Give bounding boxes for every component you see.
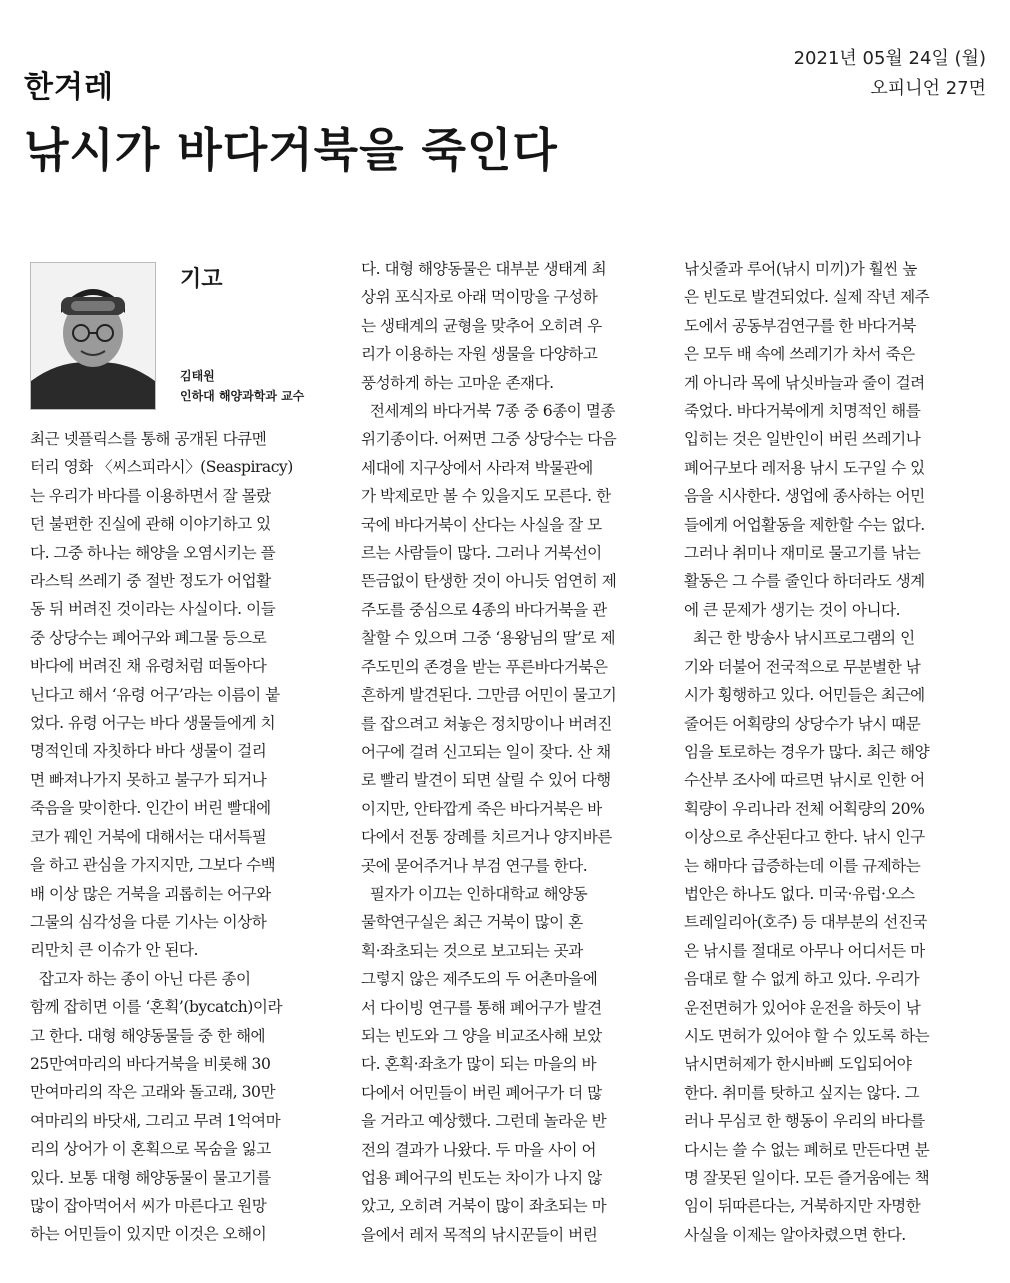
article-line: 죽었다. 바다거북에게 치명적인 해를 (684, 402, 921, 421)
article-line: 리가 이용하는 자원 생물을 다양하고 (361, 345, 598, 364)
article-line: 획량이 우리나라 전체 어획량의 20% (684, 799, 925, 818)
article-line: 로 빨리 발견이 되면 살릴 수 있어 다행 (361, 771, 611, 790)
article-line: 서 다이빙 연구를 통해 폐어구가 발견 (361, 998, 602, 1017)
article-line: 는 생태계의 균형을 맞추어 오히려 우 (361, 316, 602, 335)
article-line: 전세계의 바다거북 7종 중 6종이 멸종 (361, 402, 615, 421)
article-line: 게 아니라 목에 낚싯바늘과 줄이 걸려 (684, 373, 925, 392)
article-line: 라스틱 쓰레기 중 절반 정도가 어업활 (30, 572, 271, 591)
article-line: 리의 상어가 이 혼획으로 목숨을 잃고 (30, 1140, 271, 1159)
article-line: 업용 폐어구의 빈도는 차이가 나지 않 (361, 1169, 602, 1187)
article-line: 트레일리아(호주) 등 대부분의 선진국 (684, 913, 927, 932)
article-column-2 (361, 255, 657, 1249)
section-page: 오피니언 27면 (870, 78, 986, 99)
article-line: 최근 한 방송사 낚시프로그램의 인 (684, 629, 915, 648)
section-label: 기고 (180, 267, 223, 292)
article-line: 뜬금없이 탄생한 것이 아니듯 엄연히 제 (361, 572, 617, 591)
article-line: 폐어구보다 레저용 낚시 도구일 수 있 (684, 458, 925, 477)
article-line: 흔하게 발견된다. 그만큼 어민이 물고기 (361, 686, 617, 705)
article-line: 이상으로 추산된다고 한다. 낚시 인구 (684, 828, 925, 847)
dateline (794, 44, 986, 104)
article-line: 가 박제로만 볼 수 있을지도 모른다. 한 (361, 487, 611, 506)
article-line: 음을 시사한다. 생업에 종사하는 어민 (684, 487, 925, 506)
article-line: 닌다고 해서 ‘유령 어구’라는 이름이 붙 (30, 685, 280, 704)
article-line: 도에서 공동부검연구를 한 바다거북 (684, 316, 916, 335)
article-line: 풍성하게 하는 고마운 존재다. (361, 373, 554, 392)
article-line: 사실을 이제는 알아차렸으면 한다. (684, 1225, 906, 1244)
article-line: 만여마리의 작은 고래와 돌고래, 30만 (30, 1083, 276, 1102)
article-line: 을에서 레저 목적의 낚시꾼들이 버린 (361, 1225, 598, 1244)
article-line: 상위 포식자로 아래 먹이망을 구성하 (361, 288, 598, 307)
article-line: 명적인데 자칫하다 바다 생물이 걸리 (30, 742, 267, 761)
article-line: 주도를 중심으로 4종의 바다거북을 관 (361, 600, 607, 619)
article-line: 는 우리가 바다를 이용하면서 잘 몰랐 (30, 486, 271, 505)
article-line: 았고, 오히려 거북이 많이 좌초되는 마 (361, 1197, 607, 1216)
article-line: 음대로 할 수 없게 하고 있다. 우리가 (684, 970, 920, 989)
article-column-1 (30, 425, 340, 1249)
article-line: 시가 횡행하고 있다. 어민들은 최근에 (684, 686, 925, 705)
article-line: 을 하고 관심을 가지지만, 그보다 수백 (30, 856, 276, 875)
article-line: 되는 빈도와 그 양을 비교조사해 보았 (361, 1026, 602, 1045)
article-line: 명 잘못된 일이다. 모든 즐거움에는 책 (684, 1169, 930, 1187)
article-line: 다에서 전통 장례를 치르거나 양지바른 (361, 828, 612, 847)
article-line: 들에게 어업활동을 제한할 수는 없다. (684, 515, 925, 534)
article-line: 낚싯줄과 루어(낚시 미끼)가 훨씬 높 (684, 260, 917, 278)
article-line: 한다. 취미를 탓하고 싶지는 않다. 그 (684, 1083, 920, 1102)
article-line: 은 빈도로 발견되었다. 실제 작년 제주 (684, 288, 930, 307)
article-line: 를 잡으려고 쳐놓은 정치망이나 버려진 (361, 714, 612, 733)
article-line: 함께 잡히면 이를 ‘혼획’(bycatch)이라 (30, 998, 283, 1017)
article-line: 운전면허가 있어야 운전을 하듯이 낚 (684, 998, 921, 1017)
headline: 낚시가 바다거북을 죽인다 (24, 123, 558, 177)
article-line: 수산부 조사에 따르면 낚시로 인한 어 (684, 771, 925, 790)
article-line: 러나 무심코 한 행동이 우리의 바다를 (684, 1112, 925, 1131)
article-line: 전의 결과가 나왔다. 두 마을 사이 어 (361, 1140, 597, 1159)
article-line: 많이 잡아먹어서 씨가 마른다고 원망 (30, 1196, 267, 1215)
article-line: 주도민의 존경을 받는 푸른바다거북은 (361, 657, 608, 676)
article-line: 있다. 보통 대형 해양동물이 물고기를 (30, 1168, 271, 1187)
article-line: 르는 사람들이 많다. 그러나 거북선이 (361, 544, 602, 563)
article-line: 시도 면허가 있어야 할 수 있도록 하는 (684, 1026, 930, 1045)
article-line: 었다. 유령 어구는 바다 생물들에게 치 (30, 714, 276, 733)
article-line: 다. 혼획·좌초가 많이 되는 마을의 바 (361, 1055, 597, 1074)
article-line: 위기종이다. 어쩌면 그중 상당수는 다음 (361, 430, 617, 449)
article-line: 다에서 어민들이 버린 폐어구가 더 많 (361, 1083, 602, 1102)
article-line: 기와 더불어 전국적으로 무분별한 낚 (684, 657, 921, 676)
article-line: 는 해마다 급증하는데 이를 규제하는 (684, 856, 921, 875)
article-line: 배 이상 많은 거북을 괴롭히는 어구와 (30, 884, 271, 903)
article-line: 임이 뒤따른다는, 거북하지만 자명한 (684, 1197, 921, 1216)
article-line: 하는 어민들이 있지만 이것은 오해이 (30, 1225, 267, 1244)
article-line: 그물의 심각성을 다룬 기사는 이상하 (30, 912, 267, 931)
article-line: 어구에 걸려 신고되는 일이 잦다. 산 채 (361, 742, 611, 761)
article-line: 죽음을 맞이한다. 인간이 버린 빨대에 (30, 799, 271, 818)
article-line: 최근 넷플릭스를 통해 공개된 다큐멘 (30, 430, 267, 448)
article-line: 에 큰 문제가 생기는 것이 아니다. (684, 600, 901, 619)
article-line: 리만치 큰 이슈가 안 된다. (30, 941, 198, 960)
author-name: 김태원 (180, 369, 215, 383)
article-line: 찰할 수 있으며 그중 ‘용왕님의 딸’로 제 (361, 629, 616, 648)
article-line: 여마리의 바닷새, 그리고 무려 1억여마 (30, 1111, 281, 1130)
article-line: 코가 꿰인 거북에 대해서는 대서특필 (30, 827, 267, 846)
article-line: 중 상당수는 폐어구와 폐그물 등으로 (30, 628, 267, 647)
article-line: 임을 토로하는 경우가 많다. 최근 해양 (684, 742, 930, 761)
article-line: 은 모두 배 속에 쓰레기가 차서 죽은 (684, 345, 915, 364)
article-line: 획·좌초되는 것으로 보고되는 곳과 (361, 941, 583, 960)
article-line: 세대에 지구상에서 사라져 박물관에 (361, 458, 593, 477)
article-line: 동 뒤 버려진 것이라는 사실이다. 이들 (30, 600, 276, 619)
article-line: 줄어든 어획량의 상당수가 낚시 때문 (684, 714, 921, 733)
article-line: 터리 영화 〈씨스피라시〉(Seaspiracy) (30, 458, 293, 477)
article-line: 국에 바다거북이 산다는 사실을 잘 모 (361, 515, 602, 534)
article-line: 다. 그중 하나는 해양을 오염시키는 플 (30, 543, 276, 562)
article-column-3 (684, 255, 984, 1249)
article-line: 을 거라고 예상했다. 그런데 놀라운 반 (361, 1112, 607, 1131)
article-line: 던 불편한 진실에 관해 이야기하고 있 (30, 515, 271, 534)
article-line: 활동은 그 수를 줄인다 하더라도 생계 (684, 572, 925, 591)
article-line: 이지만, 안타깝게 죽은 바다거북은 바 (361, 799, 602, 818)
article-line: 그렇지 않은 제주도의 두 어촌마을에 (361, 970, 598, 989)
article-line: 곳에 묻어주거나 부검 연구를 한다. (361, 856, 588, 875)
article-line: 면 빠져나가지 못하고 불구가 되거나 (30, 770, 267, 789)
article-line: 바다에 버려진 채 유령처럼 떠돌아다 (30, 657, 267, 676)
article-line: 잡고자 하는 종이 아닌 다른 종이 (30, 969, 251, 988)
masthead-logo: 한겨레 (24, 70, 114, 105)
article-line: 25만여마리의 바다거북을 비롯해 30 (30, 1054, 271, 1073)
article-line: 물학연구실은 최근 거북이 많이 혼 (361, 913, 583, 932)
article-line: 낚시면허제가 한시바삐 도입되어야 (684, 1055, 912, 1074)
article-line: 입히는 것은 일반인이 버린 쓰레기나 (684, 430, 921, 449)
article-line: 필자가 이끄는 인하대학교 해양동 (361, 884, 588, 903)
article-line: 다시는 쓸 수 없는 폐허로 만든다면 분 (684, 1140, 930, 1159)
article-line: 법안은 하나도 없다. 미국·유럽·오스 (684, 884, 915, 903)
byline (180, 366, 304, 406)
article-line: 은 낚시를 절대로 아무나 어디서든 마 (684, 941, 925, 960)
article-line: 다. 대형 해양동물은 대부분 생태계 최 (361, 260, 607, 278)
author-photo (30, 262, 156, 410)
author-title: 인하대 해양과학과 교수 (180, 389, 305, 403)
publication-date: 2021년 05월 24일 (월) (793, 48, 986, 69)
article-line: 그러나 취미나 재미로 물고기를 낚는 (684, 544, 921, 563)
article-line: 고 한다. 대형 해양동물들 중 한 해에 (30, 1026, 266, 1045)
